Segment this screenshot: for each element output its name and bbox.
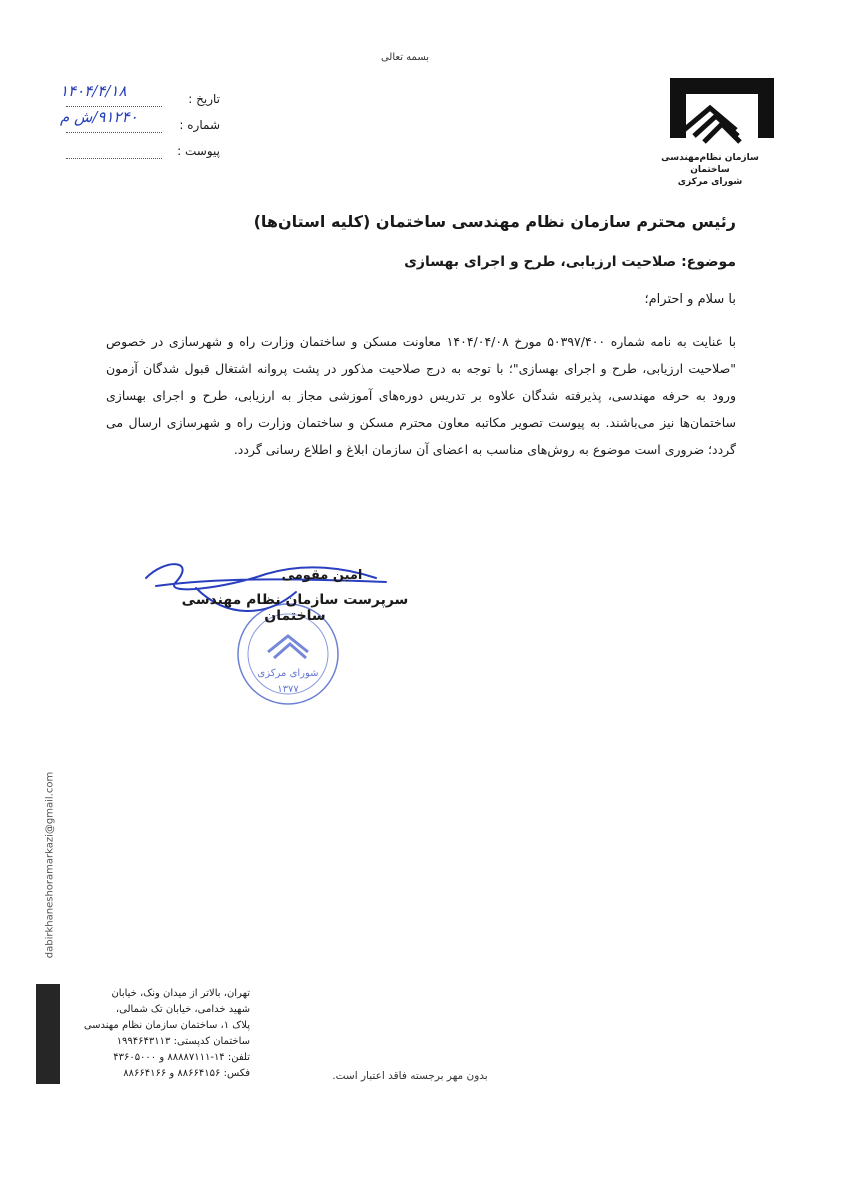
number-value: ۹۱۲۴۰/ش م: [60, 108, 138, 126]
address-line: ساختمان کدپستی: ۱۹۹۴۶۴۳۱۱۳: [116, 1036, 250, 1047]
vertical-email: [40, 760, 60, 970]
organization-name-line2: شورای مرکزی: [677, 177, 743, 187]
seal-year: ۱۳۷۷: [277, 684, 299, 695]
attachment-row: [60, 144, 220, 164]
organization-name: [650, 152, 770, 188]
address-line: پلاک ۱، ساختمان سازمان نظام مهندسی: [83, 1020, 250, 1031]
signer-title: سرپرست سازمان نظام مهندسی ساختمان: [181, 592, 409, 624]
letter-body: با عنایت به نامه شماره ۵۰۳۹۷/۴۰۰ مورخ ۱۴۰۴/۰۴/۰۸ معاونت مسکن و ساختمان وزارت راه و شهرسازی در خصوص "صلاحیت ارزیابی، طرح و اجرای بهسازی"؛ با توجه به درج صلاحیت مذکور در پشت پروانه اشتغال قبول شدگان آزمون ورود به حرفه مهندسی، پذیرفته شدگان علاوه بر تدریس دوره‌های آموزشی مجاز به ارزیابی، طرح و اجرای بهسازی ساختمان‌ها نیز می‌باشند. به پیوست تصویر مکاتبه معاون محترم مسکن و ساختمان وزارت راه و شهرسازی ارسال می گردد؛ ضروری است موضوع به روش‌های مناسب به اعضای آن سازمان ابلاغ و اطلاع رسانی گردد.: [106, 334, 736, 457]
organization-name-line1: سازمان نظام‌مهندسی ساختمان: [661, 153, 759, 175]
number-row: [60, 108, 220, 138]
seal-text: شورای مرکزی: [257, 668, 319, 679]
letter-recipient: رئیس محترم سازمان نظام مهندسی ساختمان (کلیه استان‌ها): [253, 212, 736, 231]
address-line: فکس: ۸۸۶۶۴۱۵۶ و ۸۸۶۶۴۱۶۶: [123, 1068, 250, 1079]
address-line: شهید خدامی، خیابان تک شمالی،: [115, 1004, 250, 1015]
address-line: تهران، بالاتر از میدان ونک، خیابان: [111, 988, 250, 999]
date-label: تاریخ :: [188, 92, 220, 106]
number-label: شماره :: [179, 118, 220, 132]
organization-logo: [664, 72, 780, 144]
email-text: dabirkhaneshoramarkazi@gmail.com: [44, 771, 56, 959]
bismillah-heading: بسمه تعالی: [380, 52, 430, 63]
letter-subject: موضوع: صلاحیت ارزیابی، طرح و اجرای بهسازی: [404, 254, 736, 270]
footer-validity-note: بدون مهر برجسته فاقد اعتبار است.: [332, 1070, 488, 1082]
date-value: ۱۴۰۴/۴/۱۸: [60, 82, 127, 100]
letter-greeting: با سلام و احترام؛: [644, 292, 736, 307]
footer-dark-strip: [36, 984, 60, 1084]
footer-address: [70, 986, 250, 1082]
signer-name: امین مقومی: [281, 568, 363, 583]
attachment-dots: [66, 146, 162, 159]
address-line: تلفن: ۱۴-۸۸۸۸۷۱۱۱ و ۴۳۶۰۵۰۰۰: [113, 1052, 250, 1063]
attachment-label: پیوست :: [177, 144, 220, 158]
